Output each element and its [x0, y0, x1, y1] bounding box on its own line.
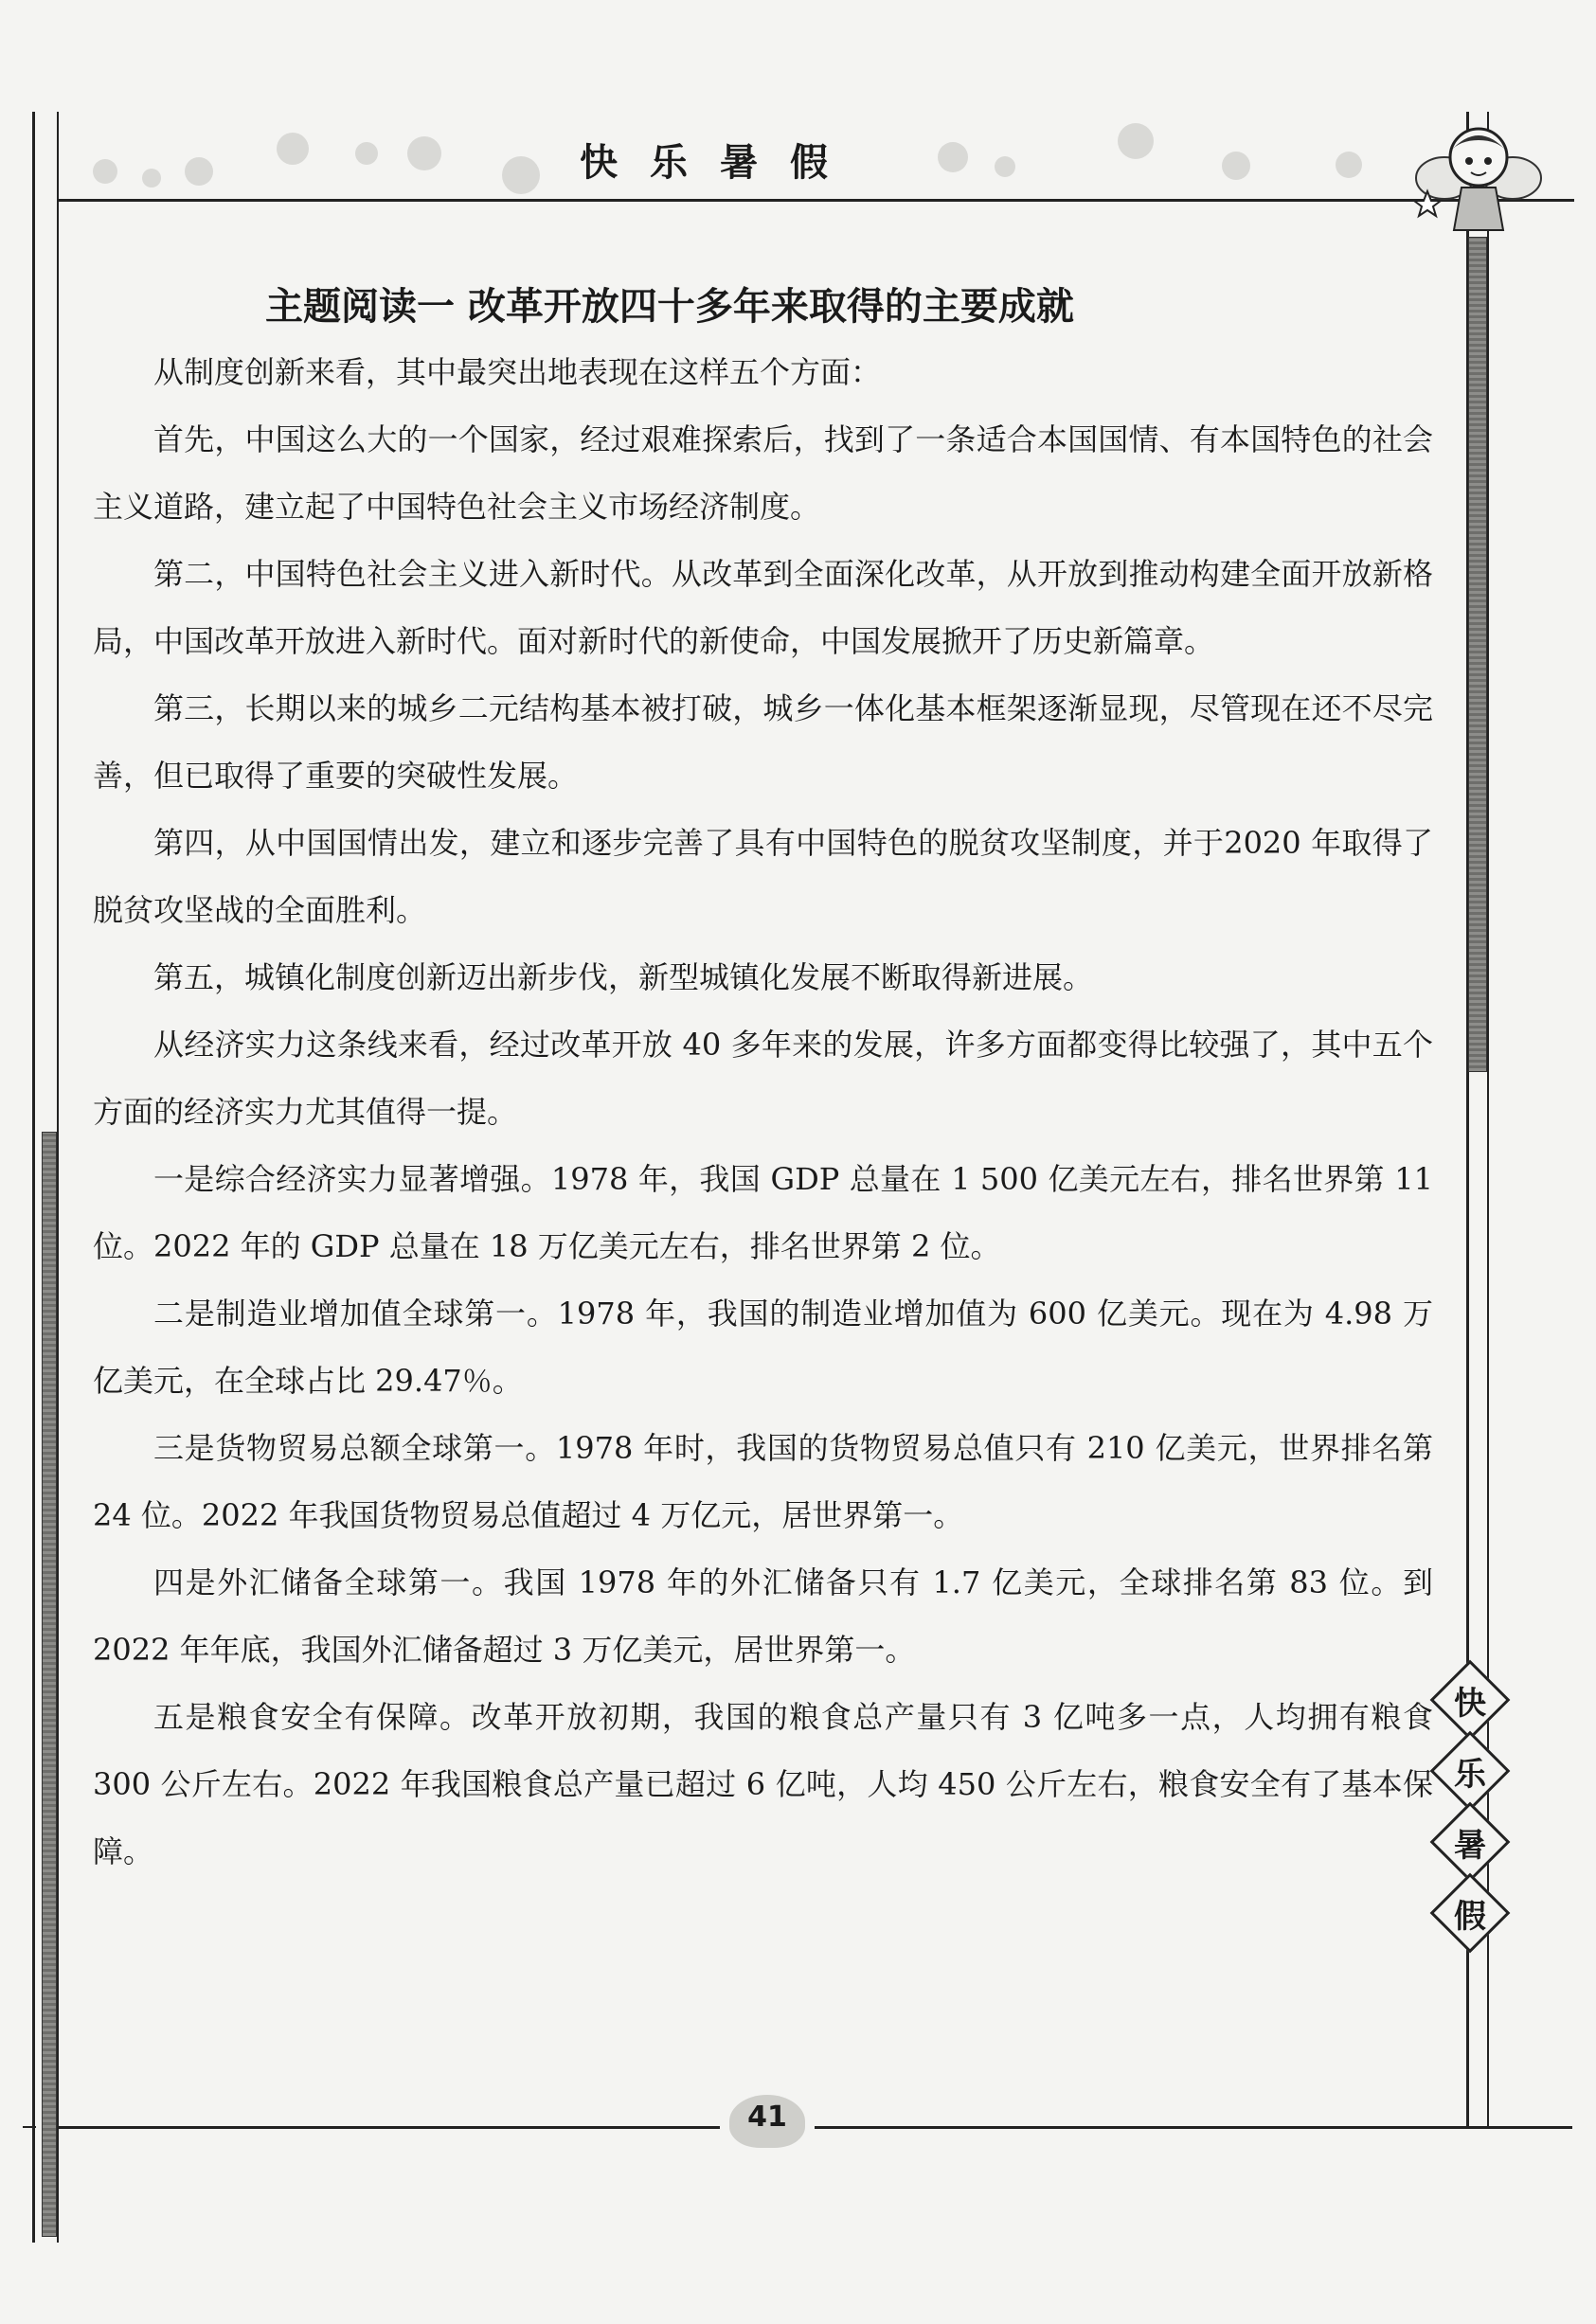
header-dot: [142, 169, 161, 188]
article-title: 主题阅读一 改革开放四十多年来取得的主要成就: [265, 284, 1074, 329]
paragraph: 四是外汇储备全球第一。我国 1978 年的外汇储备只有 1.7 亿美元，全球排名第 83 位。到 2022 年年底，我国外汇储备超过 3 万亿美元，居世界第一。: [93, 1564, 1433, 1668]
decorative-side-bar-left: [42, 1132, 57, 2237]
footer-rule-far-left: [23, 2126, 36, 2128]
side-tab: [1430, 1731, 1511, 1812]
paragraph: 五是粮食安全有保障。改革开放初期，我国的粮食总产量只有 3 亿吨多一点，人均拥有粮食 300 公斤左右。2022 年我国粮食总产量已超过 6 亿吨，人均 450 公斤左右，粮食安全有了基本保障。: [93, 1699, 1433, 1869]
frame-left-line-inner: [57, 112, 59, 2243]
header-dot: [407, 136, 441, 170]
paragraph: 第五，城镇化制度创新迈出新步伐，新型城镇化发展不断取得新进展。: [153, 959, 1094, 995]
paragraph: 第三，长期以来的城乡二元结构基本被打破，城乡一体化基本框架逐渐显现，尽管现在还不尽完善，但已取得了重要的突破性发展。: [93, 690, 1433, 794]
paragraph: 从制度创新来看，其中最突出地表现在这样五个方面：: [153, 354, 882, 390]
paragraph: 第二，中国特色社会主义进入新时代。从改革到全面深化改革，从开放到推动构建全面开放新格局，中国改革开放进入新时代。面对新时代的新使命，中国发展掀开了历史新篇章。: [93, 556, 1433, 659]
paragraph: 二是制造业增加值全球第一。1978 年，我国的制造业增加值为 600 亿美元。现在为 4.98 万亿美元，在全球占比 29.47％。: [93, 1296, 1433, 1399]
footer-rule-right: [815, 2126, 1572, 2129]
header-dot: [995, 156, 1015, 177]
side-tab-label: 乐: [1454, 1755, 1486, 1794]
footer-rule-left: [57, 2126, 720, 2129]
header-dot: [1336, 152, 1362, 178]
header-dot: [938, 142, 968, 172]
page-number: 41: [747, 2101, 787, 2134]
header-title: 快乐暑假: [580, 141, 860, 185]
header-dot: [185, 157, 213, 186]
paragraph: 首先，中国这么大的一个国家，经过艰难探索后，找到了一条适合本国国情、有本国特色的社会主义道路，建立起了中国特色社会主义市场经济制度。: [93, 421, 1433, 525]
paragraph: 一是综合经济实力显著增强。1978 年，我国 GDP 总量在 1 500 亿美元左右，排名世界第 11 位。2022 年的 GDP 总量在 18 万亿美元左右，排名世界第 2 位。: [93, 1161, 1433, 1264]
header-dot: [277, 133, 309, 165]
side-tab: [1430, 1873, 1511, 1954]
side-tab: [1430, 1802, 1511, 1883]
article-body: [93, 339, 1433, 1886]
frame-left-line-outer: [32, 112, 35, 2243]
decorative-side-bar-right: [1468, 237, 1487, 1072]
fairy-mascot-icon: [1407, 112, 1549, 244]
side-tab-label: 暑: [1454, 1826, 1486, 1865]
paragraph: 第四，从中国国情出发，建立和逐步完善了具有中国特色的脱贫攻坚制度，并于2020 年取得了脱贫攻坚战的全面胜利。: [93, 825, 1433, 928]
paragraph: 从经济实力这条线来看，经过改革开放 40 多年来的发展，许多方面都变得比较强了，其中五个方面的经济实力尤其值得一提。: [93, 1027, 1433, 1130]
header-dot: [93, 159, 117, 184]
header-dot: [1222, 152, 1250, 180]
paragraph: 三是货物贸易总额全球第一。1978 年时，我国的货物贸易总值只有 210 亿美元，世界排名第 24 位。2022 年我国货物贸易总值超过 4 万亿元，居世界第一。: [93, 1430, 1433, 1533]
side-tab: [1430, 1660, 1511, 1741]
header-rule: [57, 199, 1468, 202]
side-tab-label: 快: [1454, 1684, 1486, 1723]
header-dot: [1118, 123, 1154, 159]
side-tab-label: 假: [1454, 1897, 1486, 1936]
header-dot: [355, 142, 378, 165]
